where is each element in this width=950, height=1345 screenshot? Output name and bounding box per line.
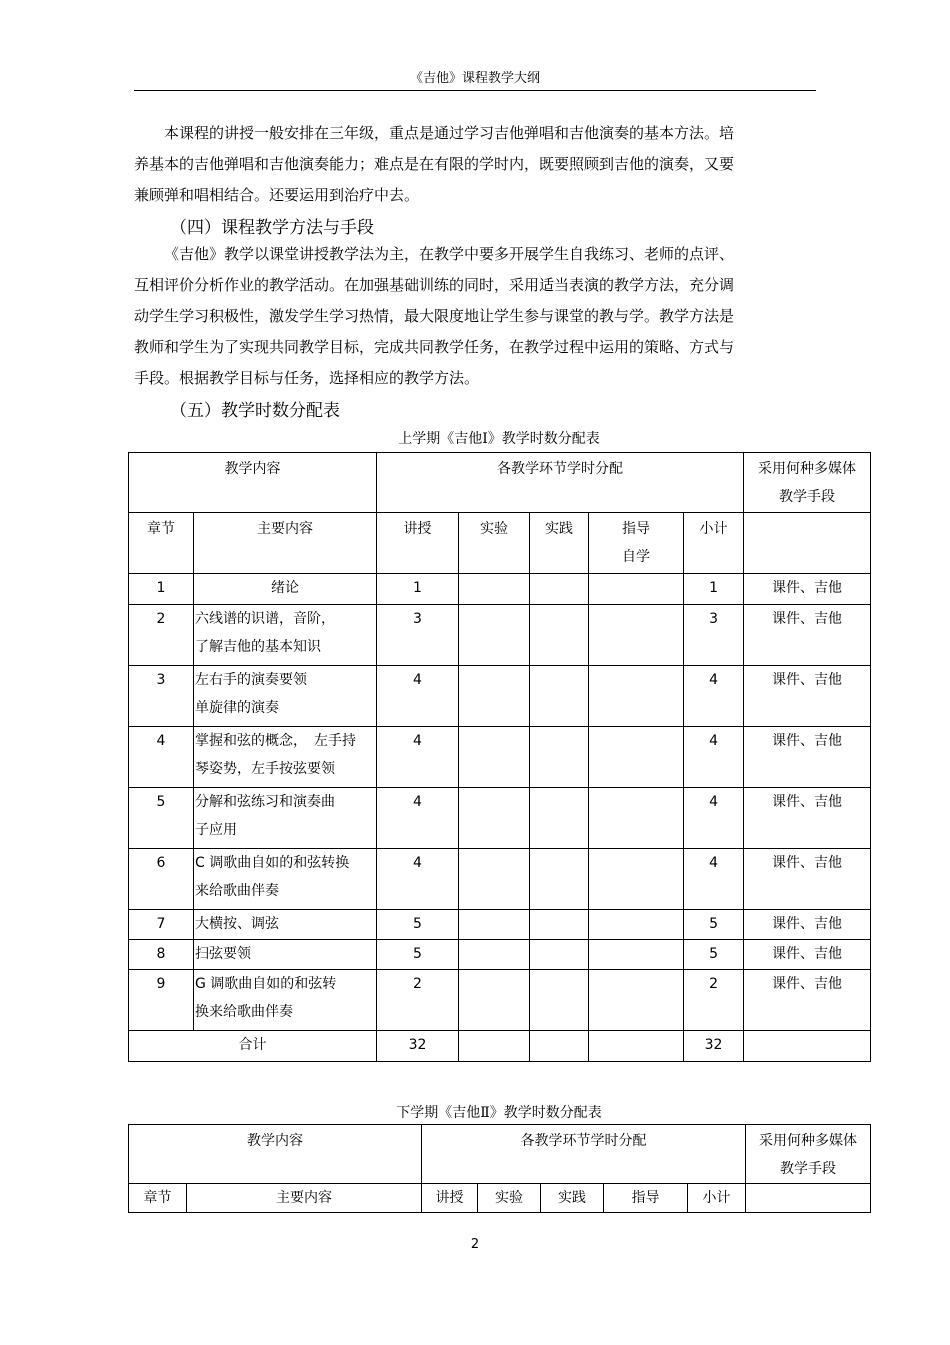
table-subheader-row	[129, 513, 871, 574]
cell-lecture: 3	[377, 605, 459, 666]
cell-guided	[589, 727, 684, 788]
table-row	[129, 605, 871, 666]
page-number: 2	[470, 1237, 480, 1252]
table-row	[129, 940, 871, 970]
header-guided	[589, 513, 684, 574]
total-lecture: 32	[377, 1031, 459, 1062]
cell-lecture: 2	[377, 970, 459, 1031]
cell-guided	[589, 666, 684, 727]
cell-subtotal: 3	[684, 605, 744, 666]
cell-main: 绪论	[194, 574, 377, 605]
header-subtotal: 小计	[684, 513, 744, 574]
cell-experiment	[459, 910, 530, 940]
cell-main-line: 六线谱的识谱，音阶，	[195, 611, 335, 627]
header-practice: 实践	[530, 513, 589, 574]
cell-lecture: 4	[377, 727, 459, 788]
cell-main	[194, 788, 377, 849]
intro-paragraph	[134, 118, 768, 211]
header-guided-line: 自学	[622, 549, 650, 565]
cell-lecture: 5	[377, 940, 459, 970]
section-heading-hours: （五）教学时数分配表	[170, 401, 340, 421]
cell-main-line: 琴姿势，左手按弦要领	[195, 761, 335, 777]
header-lecture: 讲授	[377, 513, 459, 574]
header-distribution: 各教学环节学时分配	[377, 453, 744, 513]
cell-experiment	[459, 1031, 530, 1062]
cell-lecture: 1	[377, 574, 459, 605]
cell-main	[194, 727, 377, 788]
cell-subtotal: 4	[684, 849, 744, 910]
cell-main-line: 分解和弦练习和演奏曲	[195, 794, 335, 810]
cell-chapter: 8	[129, 940, 194, 970]
cell-experiment	[459, 849, 530, 910]
header-media-line: 教学手段	[780, 1161, 837, 1177]
header-media-line: 教学手段	[779, 489, 836, 505]
cell-main-line: 来给歌曲伴奏	[195, 883, 279, 899]
cell-guided	[589, 1031, 684, 1062]
cell-subtotal: 5	[684, 910, 744, 940]
table-total-row	[129, 1031, 871, 1062]
total-subtotal: 32	[684, 1031, 744, 1062]
cell-main	[194, 970, 377, 1031]
cell-guided	[589, 940, 684, 970]
cell-guided	[589, 788, 684, 849]
running-header: 《吉他》课程教学大纲	[409, 71, 540, 86]
cell-main	[194, 605, 377, 666]
header-rule	[134, 90, 816, 91]
cell-chapter: 7	[129, 910, 194, 940]
cell-main-line: 掌握和弦的概念， 左手持	[195, 733, 356, 749]
cell-experiment	[459, 574, 530, 605]
cell-media: 课件、吉他	[744, 970, 871, 1031]
cell-subtotal: 1	[684, 574, 744, 605]
cell-chapter: 9	[129, 970, 194, 1031]
header-media-line: 采用何种多媒体	[759, 1133, 858, 1149]
header-chapter: 章节	[129, 1184, 187, 1213]
header-experiment: 实验	[478, 1184, 541, 1213]
cell-subtotal: 4	[684, 788, 744, 849]
cell-lecture: 4	[377, 849, 459, 910]
cell-main-line: 左右手的演奏要领	[195, 672, 307, 688]
cell-main-line: 换来给歌曲伴奏	[195, 1004, 293, 1020]
cell-main: 扫弦要领	[194, 940, 377, 970]
section-heading-methods: （四）课程教学方法与手段	[170, 218, 374, 238]
cell-media: 课件、吉他	[744, 910, 871, 940]
table-row	[129, 970, 871, 1031]
cell-main: 大横按、调弦	[194, 910, 377, 940]
header-main: 主要内容	[194, 513, 377, 574]
intro-line: 兼顾弹和唱相结合。还要运用到治疗中去。	[134, 186, 420, 204]
cell-practice	[530, 1031, 589, 1062]
methods-paragraph	[134, 239, 768, 394]
methods-line: 手段。根据教学目标与任务，选择相应的教学方法。	[134, 369, 480, 387]
cell-experiment	[459, 727, 530, 788]
intro-line: 本课程的讲授一般安排在三年级，重点是通过学习吉他弹唱和吉他演奏的基本方法。培	[164, 124, 735, 142]
cell-experiment	[459, 605, 530, 666]
table2-caption: 下学期《吉他Ⅱ》教学时数分配表	[396, 1105, 602, 1121]
header-lecture: 讲授	[422, 1184, 478, 1213]
cell-practice	[530, 788, 589, 849]
cell-media: 课件、吉他	[744, 849, 871, 910]
header-main: 主要内容	[187, 1184, 422, 1213]
cell-guided	[589, 910, 684, 940]
hours-table-first-term	[128, 452, 871, 1062]
cell-guided	[589, 849, 684, 910]
header-experiment: 实验	[459, 513, 530, 574]
header-content: 教学内容	[129, 453, 377, 513]
table-row	[129, 788, 871, 849]
header-media	[744, 453, 871, 513]
cell-guided	[589, 574, 684, 605]
cell-guided	[589, 605, 684, 666]
cell-media: 课件、吉他	[744, 788, 871, 849]
cell-experiment	[459, 666, 530, 727]
cell-practice	[530, 666, 589, 727]
cell-chapter: 4	[129, 727, 194, 788]
header-guided-line: 指导	[622, 521, 650, 537]
methods-line: 互相评价分析作业的教学活动。在加强基础训练的同时，采用适当表演的教学方法，充分调	[134, 276, 735, 294]
table-header-row	[129, 1125, 871, 1184]
cell-main-line: 单旋律的演奏	[195, 700, 279, 716]
header-content: 教学内容	[129, 1125, 422, 1184]
cell-experiment	[459, 788, 530, 849]
cell-chapter: 5	[129, 788, 194, 849]
header-media	[746, 1125, 871, 1184]
cell-experiment	[459, 970, 530, 1031]
cell-main-line: G 调歌曲自如的和弦转	[195, 976, 337, 992]
cell-subtotal: 2	[684, 970, 744, 1031]
header-subtotal: 小计	[688, 1184, 746, 1213]
cell-guided	[589, 970, 684, 1031]
hours-table-second-term	[128, 1124, 871, 1213]
cell-lecture: 4	[377, 788, 459, 849]
cell-experiment	[459, 940, 530, 970]
cell-main	[194, 666, 377, 727]
cell-lecture: 5	[377, 910, 459, 940]
table-row	[129, 727, 871, 788]
methods-line: 《吉他》教学以课堂讲授教学法为主，在教学中要多开展学生自我练习、老师的点评、	[164, 245, 735, 263]
cell-main	[194, 849, 377, 910]
methods-line: 教师和学生为了实现共同教学目标，完成共同教学任务，在教学过程中运用的策略、方式与	[134, 338, 735, 356]
table1-caption: 上学期《吉他Ⅰ》教学时数分配表	[398, 431, 600, 447]
cell-media: 课件、吉他	[744, 940, 871, 970]
cell-main-line: C 调歌曲自如的和弦转换	[195, 855, 350, 871]
cell-chapter: 6	[129, 849, 194, 910]
cell-media: 课件、吉他	[744, 605, 871, 666]
table-header-row	[129, 453, 871, 513]
cell-practice	[530, 574, 589, 605]
header-guided: 指导	[604, 1184, 688, 1213]
table-row	[129, 666, 871, 727]
table-row	[129, 910, 871, 940]
table-row	[129, 849, 871, 910]
cell-subtotal: 4	[684, 727, 744, 788]
cell-media: 课件、吉他	[744, 574, 871, 605]
cell-chapter: 2	[129, 605, 194, 666]
header-media-line: 采用何种多媒体	[758, 461, 857, 477]
cell-practice	[530, 970, 589, 1031]
cell-media	[744, 1031, 871, 1062]
header-distribution: 各教学环节学时分配	[422, 1125, 746, 1184]
cell-media: 课件、吉他	[744, 727, 871, 788]
methods-line: 动学生学习积极性，激发学生学习热情，最大限度地让学生参与课堂的教与学。教学方法是	[134, 307, 735, 325]
cell-practice	[530, 849, 589, 910]
cell-main-line: 了解吉他的基本知识	[195, 639, 321, 655]
cell-subtotal: 5	[684, 940, 744, 970]
table-row	[129, 574, 871, 605]
cell-subtotal: 4	[684, 666, 744, 727]
cell-practice	[530, 605, 589, 666]
cell-lecture: 4	[377, 666, 459, 727]
cell-chapter: 1	[129, 574, 194, 605]
header-practice: 实践	[541, 1184, 604, 1213]
header-empty	[746, 1184, 871, 1213]
table-subheader-row	[129, 1184, 871, 1213]
cell-practice	[530, 910, 589, 940]
header-empty	[744, 513, 871, 574]
cell-practice	[530, 727, 589, 788]
cell-practice	[530, 940, 589, 970]
header-chapter: 章节	[129, 513, 194, 574]
intro-line: 养基本的吉他弹唱和吉他演奏能力；难点是在有限的学时内，既要照顾到吉他的演奏，又要	[134, 155, 735, 173]
cell-main-line: 子应用	[195, 822, 237, 838]
cell-chapter: 3	[129, 666, 194, 727]
total-label: 合计	[129, 1031, 377, 1062]
cell-media: 课件、吉他	[744, 666, 871, 727]
